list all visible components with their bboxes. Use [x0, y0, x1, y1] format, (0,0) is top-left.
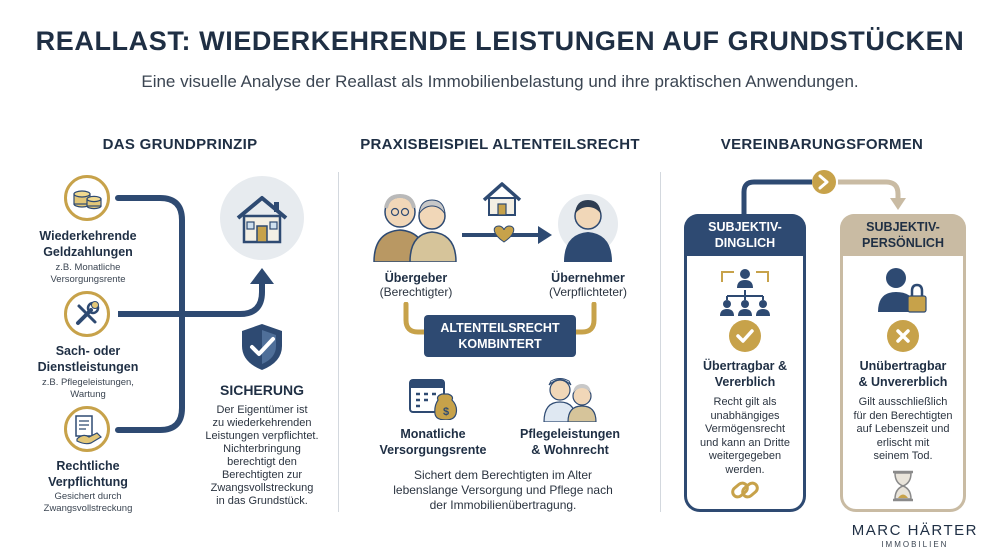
page-subtitle: Eine visuelle Analyse der Reallast als Immobilienbelastung und ihre praktischen Anwendungen. [141, 72, 859, 91]
svg-text:$: $ [442, 406, 450, 418]
pension-title-2: Versorgungsrente [379, 443, 487, 457]
pension-title-1: Monatliche [400, 427, 466, 441]
transfer-arrow [456, 222, 556, 248]
check-icon [729, 320, 761, 352]
security-text [192, 404, 332, 508]
label-subjektiv-dinglich-line-1: SUBJEKTIV- [708, 220, 782, 234]
item-dienstleistungen-title-2: Dienstleistungen [37, 360, 139, 374]
item-verpflichtung-title-1: Rechtliche [56, 459, 120, 473]
item-dienstleistungen-sub-2: Wartung [70, 389, 106, 400]
security-line: Der Eigentümer ist [216, 404, 308, 416]
shield-check-icon [236, 322, 288, 377]
security-line: Zwangsvollstreckung [210, 482, 314, 494]
calendar-money-icon [408, 374, 460, 425]
nontransferable-text [842, 396, 964, 464]
hierarchy-transfer-icon [716, 264, 774, 321]
care-title [500, 426, 640, 458]
tools-icon [64, 291, 110, 337]
nontransferable-line: erlischt mit [876, 436, 930, 449]
coins-icon [64, 175, 110, 221]
security-line: Berechtigten zur [221, 469, 303, 481]
transferable-line: und kann an Dritte [700, 436, 790, 449]
transferable-line: werden. [725, 463, 765, 476]
transferable-title [686, 358, 804, 390]
security-line: in das Grundstück. [216, 495, 308, 507]
label-subjektiv-persoenlich-line-1: SUBJEKTIV- [866, 220, 940, 234]
item-dienstleistungen-sub-1: z.B. Pflegeleistungen, [42, 377, 134, 388]
section-heading-praxisbeispiel: PRAXISBEISPIEL ALTENTEILSRECHT [360, 136, 640, 153]
hourglass-icon [890, 470, 916, 507]
summary-line: Sichert dem Berechtigten im Alter [413, 468, 593, 482]
giver-role: (Berechtigter) [379, 285, 453, 299]
item-geldzahlungen-title [8, 228, 168, 260]
nontransferable-title [842, 358, 964, 390]
nontransferable-line: auf Lebenszeit und [856, 423, 950, 435]
nontransferable-title-1: Unübertragbar [859, 359, 947, 373]
giver-title: Übergeber [384, 271, 448, 285]
person-lock-icon [872, 264, 932, 321]
transferable-title-2: Vererblich [714, 375, 776, 389]
elderly-couple-icon [370, 190, 462, 267]
nontransferable-line: für den Berechtigten [853, 409, 953, 422]
item-geldzahlungen-title-1: Wiederkehrende [39, 229, 137, 243]
item-verpflichtung-title-2: Verpflichtung [48, 475, 128, 489]
taker-title: Übernehmer [551, 271, 625, 285]
label-subjektiv-dinglich [684, 214, 806, 256]
care-title-1: Pflegeleistungen [519, 427, 621, 441]
item-dienstleistungen-title-1: Sach- oder [55, 344, 121, 358]
summary-line: der Immobilienübertragung. [429, 498, 577, 512]
transferable-line: Vermögensrecht [704, 423, 786, 435]
nontransferable-line: Gilt ausschließlich [858, 396, 948, 408]
combined-label [424, 315, 576, 357]
security-title: SICHERUNG [219, 382, 304, 398]
item-verpflichtung-title [8, 458, 168, 490]
person-icon [556, 190, 620, 267]
item-geldzahlungen-sub [8, 262, 168, 286]
combined-label-line-1: ALTENTEILSRECHT [440, 321, 560, 335]
security-line: Nichterbringung [223, 443, 301, 455]
nontransferable-title-2: & Unvererblich [858, 375, 948, 389]
handshake-document-icon [64, 406, 110, 452]
item-dienstleistungen-title [8, 343, 168, 375]
small-house-icon [480, 180, 524, 223]
security-line: Leistungen verpflichtet. [205, 430, 319, 442]
item-verpflichtung-sub-2: Zwangsvollstreckung [43, 503, 133, 514]
altenteil-summary [358, 468, 648, 513]
care-title-2: & Wohnrecht [531, 443, 609, 457]
security-line: berechtigt den [227, 456, 297, 468]
item-dienstleistungen-sub [8, 377, 168, 401]
section-heading-grundprinzip: DAS GRUNDPRINZIP [102, 136, 258, 153]
pension-title [366, 426, 500, 458]
label-subjektiv-dinglich-line-2: DINGLICH [714, 236, 776, 250]
brand-name: MARC HÄRTER [851, 522, 978, 539]
security-line: zu wiederkehrenden [212, 417, 312, 429]
nurse-care-icon [540, 372, 598, 427]
combined-label-line-2: KOMBINTERT [458, 337, 542, 351]
item-verpflichtung-sub-1: Gesichert durch [54, 491, 122, 502]
brand-logo [852, 522, 978, 549]
item-geldzahlungen-sub-1: z.B. Monatliche [55, 262, 121, 273]
transferable-line: unabhängiges [710, 409, 780, 422]
taker-role: (Verpflichteter) [548, 285, 628, 299]
chain-link-icon [729, 476, 761, 509]
item-verpflichtung-sub [8, 491, 168, 515]
transferable-line: weitergegeben [708, 450, 782, 462]
house-icon [220, 176, 304, 260]
transferable-text [688, 396, 802, 477]
nontransferable-line: seinem Tod. [873, 450, 933, 462]
brand-tagline: IMMOBILIEN [881, 540, 949, 549]
transferable-line: Recht gilt als [713, 396, 777, 408]
cross-icon [887, 320, 919, 352]
transferable-title-1: Übertragbar & [702, 359, 788, 373]
page-title: REALLAST: WIEDERKEHRENDE LEISTUNGEN AUF GRUNDSTÜCKEN [35, 26, 965, 56]
item-geldzahlungen-sub-2: Versorgungsrente [50, 274, 126, 285]
label-subjektiv-persoenlich-line-2: PERSÖNLICH [862, 236, 944, 250]
section-heading-vereinbarungsformen: VEREINBARUNGSFORMEN [720, 136, 924, 153]
label-subjektiv-persoenlich [840, 214, 966, 256]
summary-line: lebenslange Versorgung und Pflege nach [393, 483, 613, 497]
item-geldzahlungen-title-2: Geldzahlungen [43, 245, 133, 259]
